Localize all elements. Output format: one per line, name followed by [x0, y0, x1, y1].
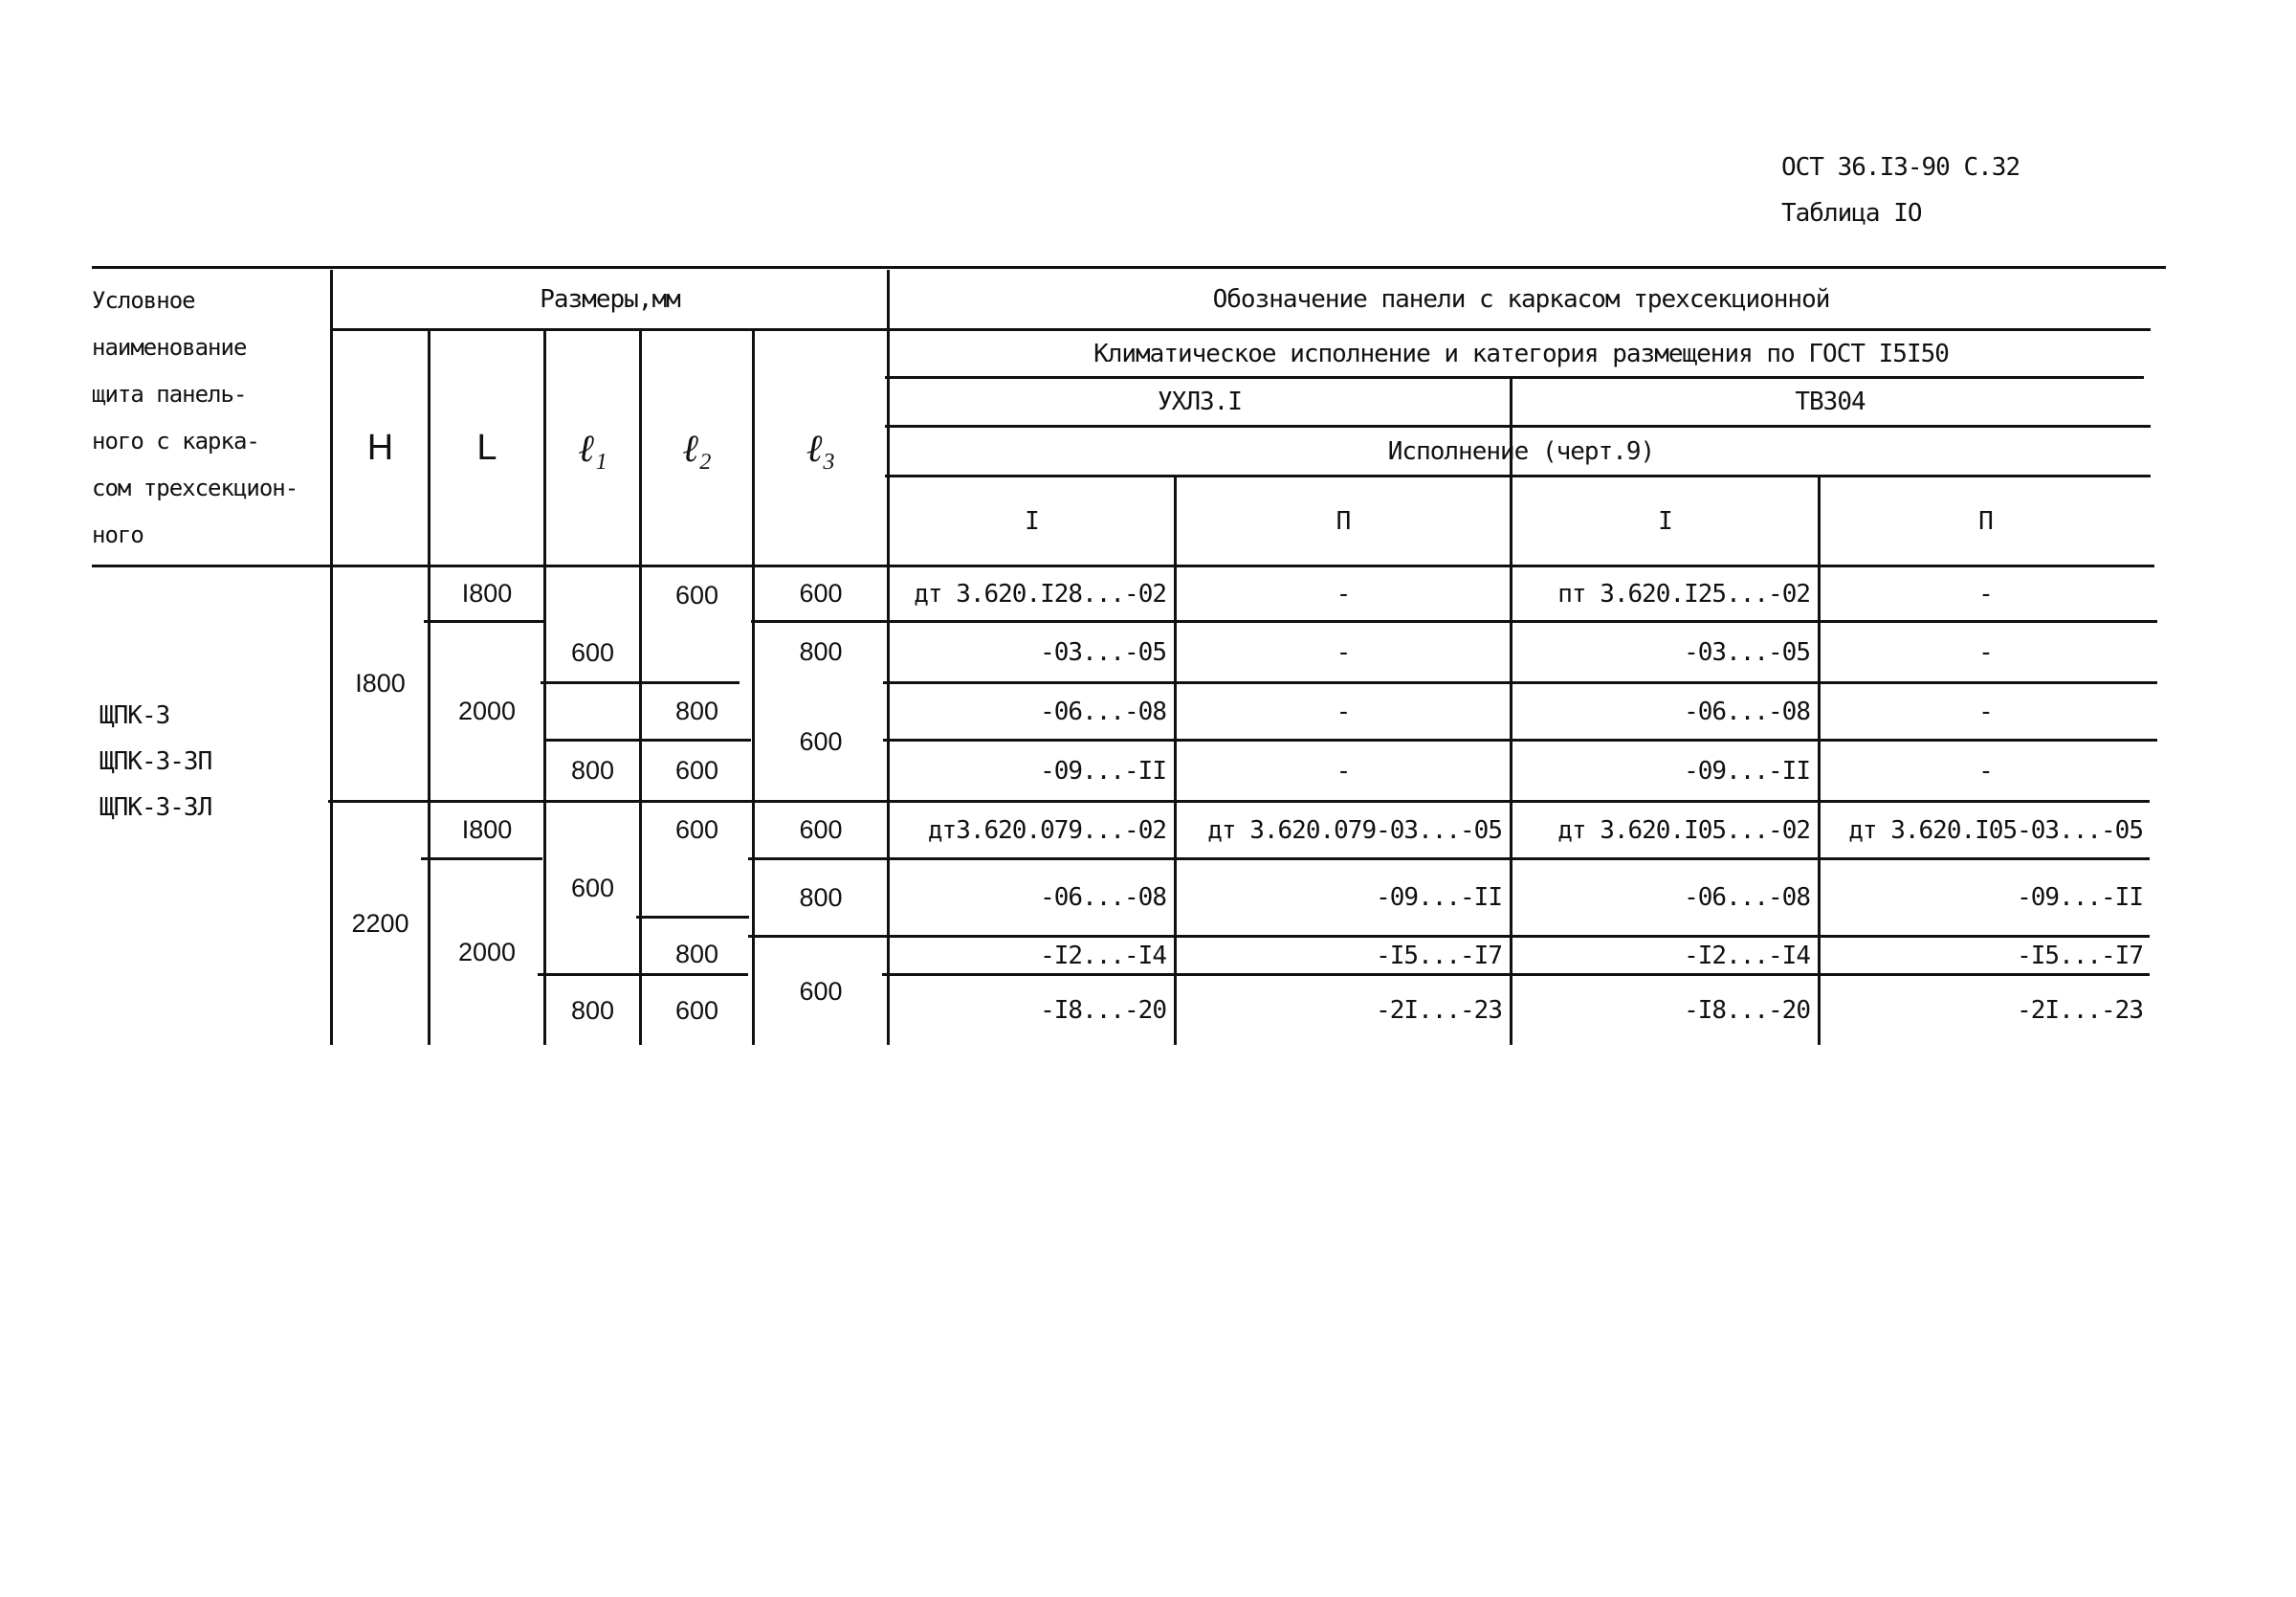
name-column-header: Условное наименование щита панель- ного с карка- сом трехсекцион- ного [92, 287, 298, 548]
designation-cell: - [1978, 756, 1993, 786]
panel-name: ЩПК-3 [99, 701, 170, 730]
panel-name: ЩПК-3-3Л [99, 793, 212, 822]
designation-cell: -09...-II [1376, 883, 1502, 912]
execution-header: Исполнение (черт.9) [1387, 436, 1655, 466]
l1-value: 800 [570, 756, 615, 785]
designation-cell: -06...-08 [1684, 883, 1810, 912]
designation-cell: -09...-II [2017, 883, 2143, 912]
designation-cell: дт3.620.079...-02 [927, 815, 1166, 845]
climate-col-2: ТВЗ04 [1795, 388, 1866, 416]
designation-cell: -2I...-23 [1376, 996, 1502, 1025]
designation-cell: дт 3.620.I28...-02 [914, 579, 1166, 609]
l2-value: 800 [674, 697, 719, 725]
l3-value: 600 [799, 579, 843, 608]
designation-cell: -03...-05 [1684, 637, 1810, 667]
designation-cell: дт 3.620.079-03...-05 [1207, 815, 1502, 845]
table-top-rule [92, 266, 2166, 269]
designation-cell: -I5...-I7 [1376, 941, 1502, 970]
designation-cell: -I2...-I4 [1040, 941, 1166, 970]
designation-cell: дт 3.620.I05-03...-05 [1848, 815, 2143, 845]
dim-l2-header: ℓ₂ [682, 426, 712, 470]
table-label: Таблица IO [1781, 199, 1922, 228]
designation-cell: -I2...-I4 [1684, 941, 1810, 970]
designation-header: Обозначение панели с каркасом трехсекционной [1212, 284, 1830, 314]
dim-l3-header: ℓ₃ [806, 426, 836, 470]
h-value: I800 [355, 669, 406, 698]
execution-col-4: П [1978, 506, 1993, 536]
climate-header: Климатическое исполнение и категория размещения по ГОСТ I5I50 [1093, 339, 1949, 368]
l1-value: 800 [570, 995, 615, 1025]
designation-cell: - [1336, 637, 1351, 667]
l2-value: 600 [674, 995, 719, 1025]
designation-cell: - [1978, 637, 1993, 667]
l2-value: 800 [674, 939, 719, 968]
l-value: 2000 [457, 697, 517, 725]
l-value: I800 [461, 815, 513, 844]
execution-col-1: I [1025, 506, 1039, 536]
dim-h-header: H [366, 427, 394, 468]
rule [636, 916, 749, 919]
designation-cell: дт 3.620.I05...-02 [1557, 815, 1810, 845]
designation-cell: - [1978, 579, 1993, 609]
designation-cell: -06...-08 [1040, 883, 1166, 912]
l3-value: 800 [799, 882, 843, 912]
dim-l1-header: ℓ₁ [578, 426, 607, 470]
designation-cell: - [1336, 756, 1351, 786]
l1-value: 600 [570, 638, 615, 667]
l1-value: 600 [570, 873, 615, 902]
designation-cell: -I8...-20 [1684, 996, 1810, 1025]
l-value: 2000 [457, 938, 517, 966]
designation-cell: - [1336, 579, 1351, 609]
execution-col-2: П [1336, 506, 1351, 536]
designation-cell: пт 3.620.I25...-02 [1557, 579, 1810, 609]
designation-cell: - [1978, 697, 1993, 726]
designation-cell: -I8...-20 [1040, 996, 1166, 1025]
l3-value: 800 [799, 637, 843, 666]
h-value: 2200 [351, 909, 409, 938]
designation-cell: - [1336, 697, 1351, 726]
l2-value: 600 [674, 815, 719, 844]
dims-header: Размеры,мм [540, 284, 680, 314]
designation-cell: -2I...-23 [2017, 996, 2143, 1025]
designation-cell: -09...-II [1684, 756, 1810, 786]
l3-value: 600 [799, 815, 843, 844]
execution-col-3: I [1658, 506, 1672, 536]
designation-cell: -06...-08 [1040, 697, 1166, 726]
designation-cell: -03...-05 [1040, 637, 1166, 667]
document-code: ОСТ 36.I3-90 С.32 [1781, 153, 2020, 182]
panel-names [99, 693, 211, 831]
l2-value: 600 [674, 581, 719, 610]
l2-value: 600 [674, 756, 719, 785]
l3-value: 600 [799, 727, 843, 756]
climate-col-1: УХЛЗ.I [1158, 388, 1242, 416]
designation-cell: -09...-II [1040, 756, 1166, 786]
panel-name: ЩПК-3-3П [99, 747, 212, 776]
l3-value: 600 [799, 976, 843, 1006]
designation-cell: -I5...-I7 [2017, 941, 2143, 970]
dim-l-header: L [476, 427, 497, 468]
l-value: I800 [461, 579, 513, 608]
designation-cell: -06...-08 [1684, 697, 1810, 726]
